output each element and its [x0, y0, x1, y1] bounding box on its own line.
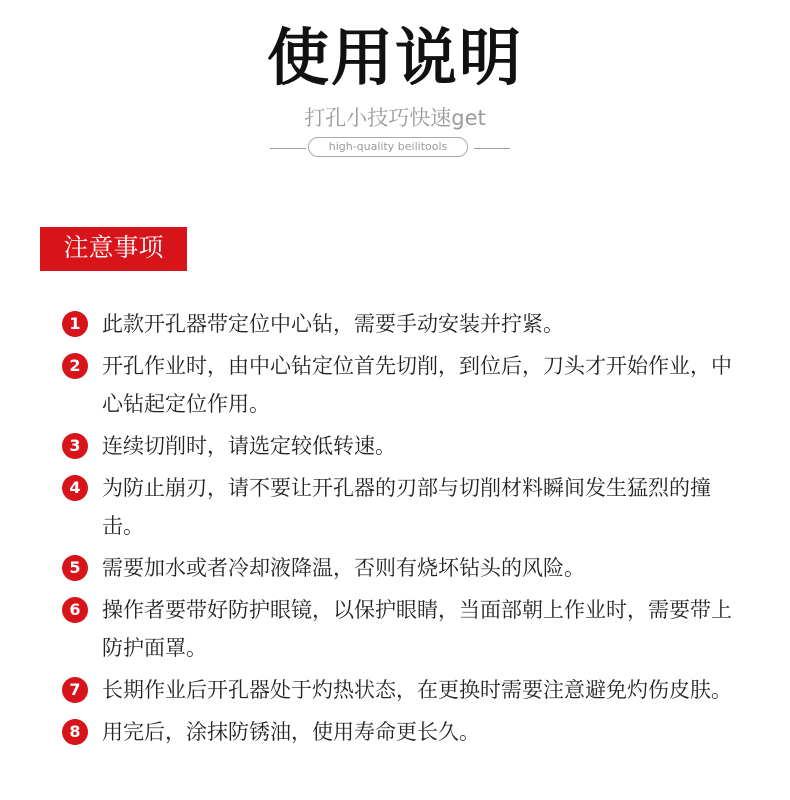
note-item — [62, 305, 752, 343]
note-item — [62, 549, 752, 587]
notes-list — [62, 305, 752, 755]
note-number-badge: 1 — [62, 311, 88, 337]
tagline-divider-left — [270, 148, 306, 149]
tagline-group — [270, 137, 510, 159]
note-text: 连续切削时，请选定较低转速。 — [102, 434, 396, 458]
note-number-badge: 3 — [62, 433, 88, 459]
note-number-badge: 7 — [62, 677, 88, 703]
note-item — [62, 427, 752, 465]
note-text: 用完后，涂抹防锈油，使用寿命更长久。 — [102, 720, 480, 744]
note-number-badge: 8 — [62, 719, 88, 745]
tagline-pill: high-quality beilitools — [308, 137, 468, 157]
note-item — [62, 671, 752, 709]
section-heading-underline — [40, 269, 187, 271]
note-item — [62, 469, 752, 545]
note-number-badge: 2 — [62, 353, 88, 379]
note-item — [62, 713, 752, 751]
note-number-badge: 4 — [62, 475, 88, 501]
note-text: 开孔作业时，由中心钻定位首先切削，到位后，刀头才开始作业，中心钻起定位作用。 — [102, 354, 732, 416]
note-item — [62, 591, 752, 667]
note-text: 为防止崩刃，请不要让开孔器的刃部与切削材料瞬间发生猛烈的撞击。 — [102, 476, 711, 538]
tagline-divider-right — [474, 148, 510, 149]
note-number-badge: 6 — [62, 597, 88, 623]
page-title: 使用说明 — [266, 21, 523, 94]
note-text: 此款开孔器带定位中心钻，需要手动安装并拧紧。 — [102, 312, 564, 336]
page-header — [0, 0, 790, 170]
note-text: 操作者要带好防护眼镜，以保护眼睛，当面部朝上作业时，需要带上防护面罩。 — [102, 598, 732, 660]
page-subtitle: 打孔小技巧快速get — [304, 106, 486, 130]
section-heading-badge: 注意事项 — [40, 227, 187, 269]
note-text: 长期作业后开孔器处于灼热状态，在更换时需要注意避免灼伤皮肤。 — [102, 678, 732, 702]
note-item — [62, 347, 752, 423]
note-text: 需要加水或者冷却液降温，否则有烧坏钻头的风险。 — [102, 556, 585, 580]
note-number-badge: 5 — [62, 555, 88, 581]
